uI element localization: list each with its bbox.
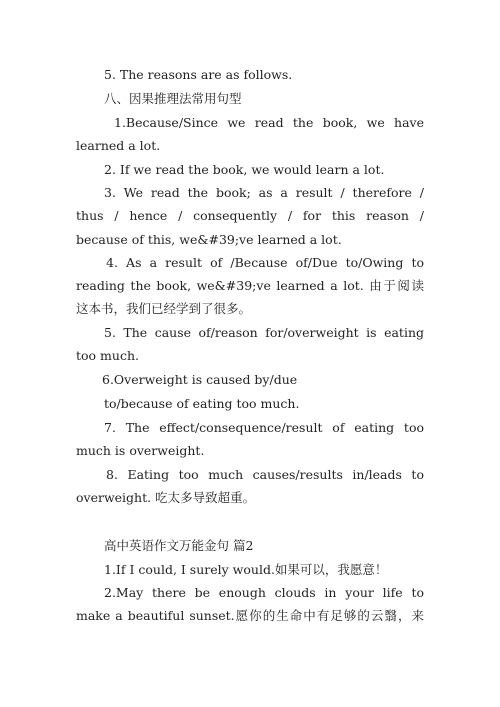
text-line: 5. The cause of/reason for/overweight is eating: [104, 325, 424, 340]
text-line: 这本书，我们已经学到了很多。: [76, 301, 252, 316]
text-line: make a beautiful sunset.愿你的生命中有足够的云翳，来: [76, 608, 424, 623]
text-line: 6.Overweight is caused by/due: [102, 372, 298, 387]
text-line: much is overweight.: [76, 443, 205, 458]
text-line: 1.Because/Since we read the book, we have: [114, 115, 424, 130]
text-line: 8. Eating too much causes/results in/leads to: [106, 467, 424, 482]
text-line: 5. The reasons are as follows.: [104, 67, 293, 82]
text-line: 1.If I could, I surely would.如果可以，我愿意！: [104, 562, 388, 577]
text-line: 2.May there be enough clouds in your life to: [104, 585, 424, 600]
text-line: to/because of eating too much.: [104, 396, 300, 411]
text-line: 7. The effect/consequence/result of eating too: [104, 420, 424, 435]
text-line: overweight. 吃太多导致超重。: [76, 490, 256, 505]
text-line: too much.: [76, 348, 139, 363]
text-line: because of this, we&#39;ve learned a lot.: [76, 232, 342, 247]
section-heading: 高中英语作文万能金句 篇2: [104, 538, 254, 553]
text-line: reading the book, we&#39;ve learned a lot. 由于阅读: [76, 278, 424, 293]
text-line: 3. We read the book; as a result / therefore /: [104, 185, 424, 200]
text-line: 2. If we read the book, we would learn a lot.: [104, 162, 385, 177]
text-line: thus / hence / consequently / for this reason /: [76, 208, 424, 223]
section-heading: 八、因果推理法常用句型: [104, 91, 242, 106]
text-line: 4. As a result of /Because of/Due to/Owing to: [106, 255, 424, 270]
text-line: learned a lot.: [76, 138, 161, 153]
